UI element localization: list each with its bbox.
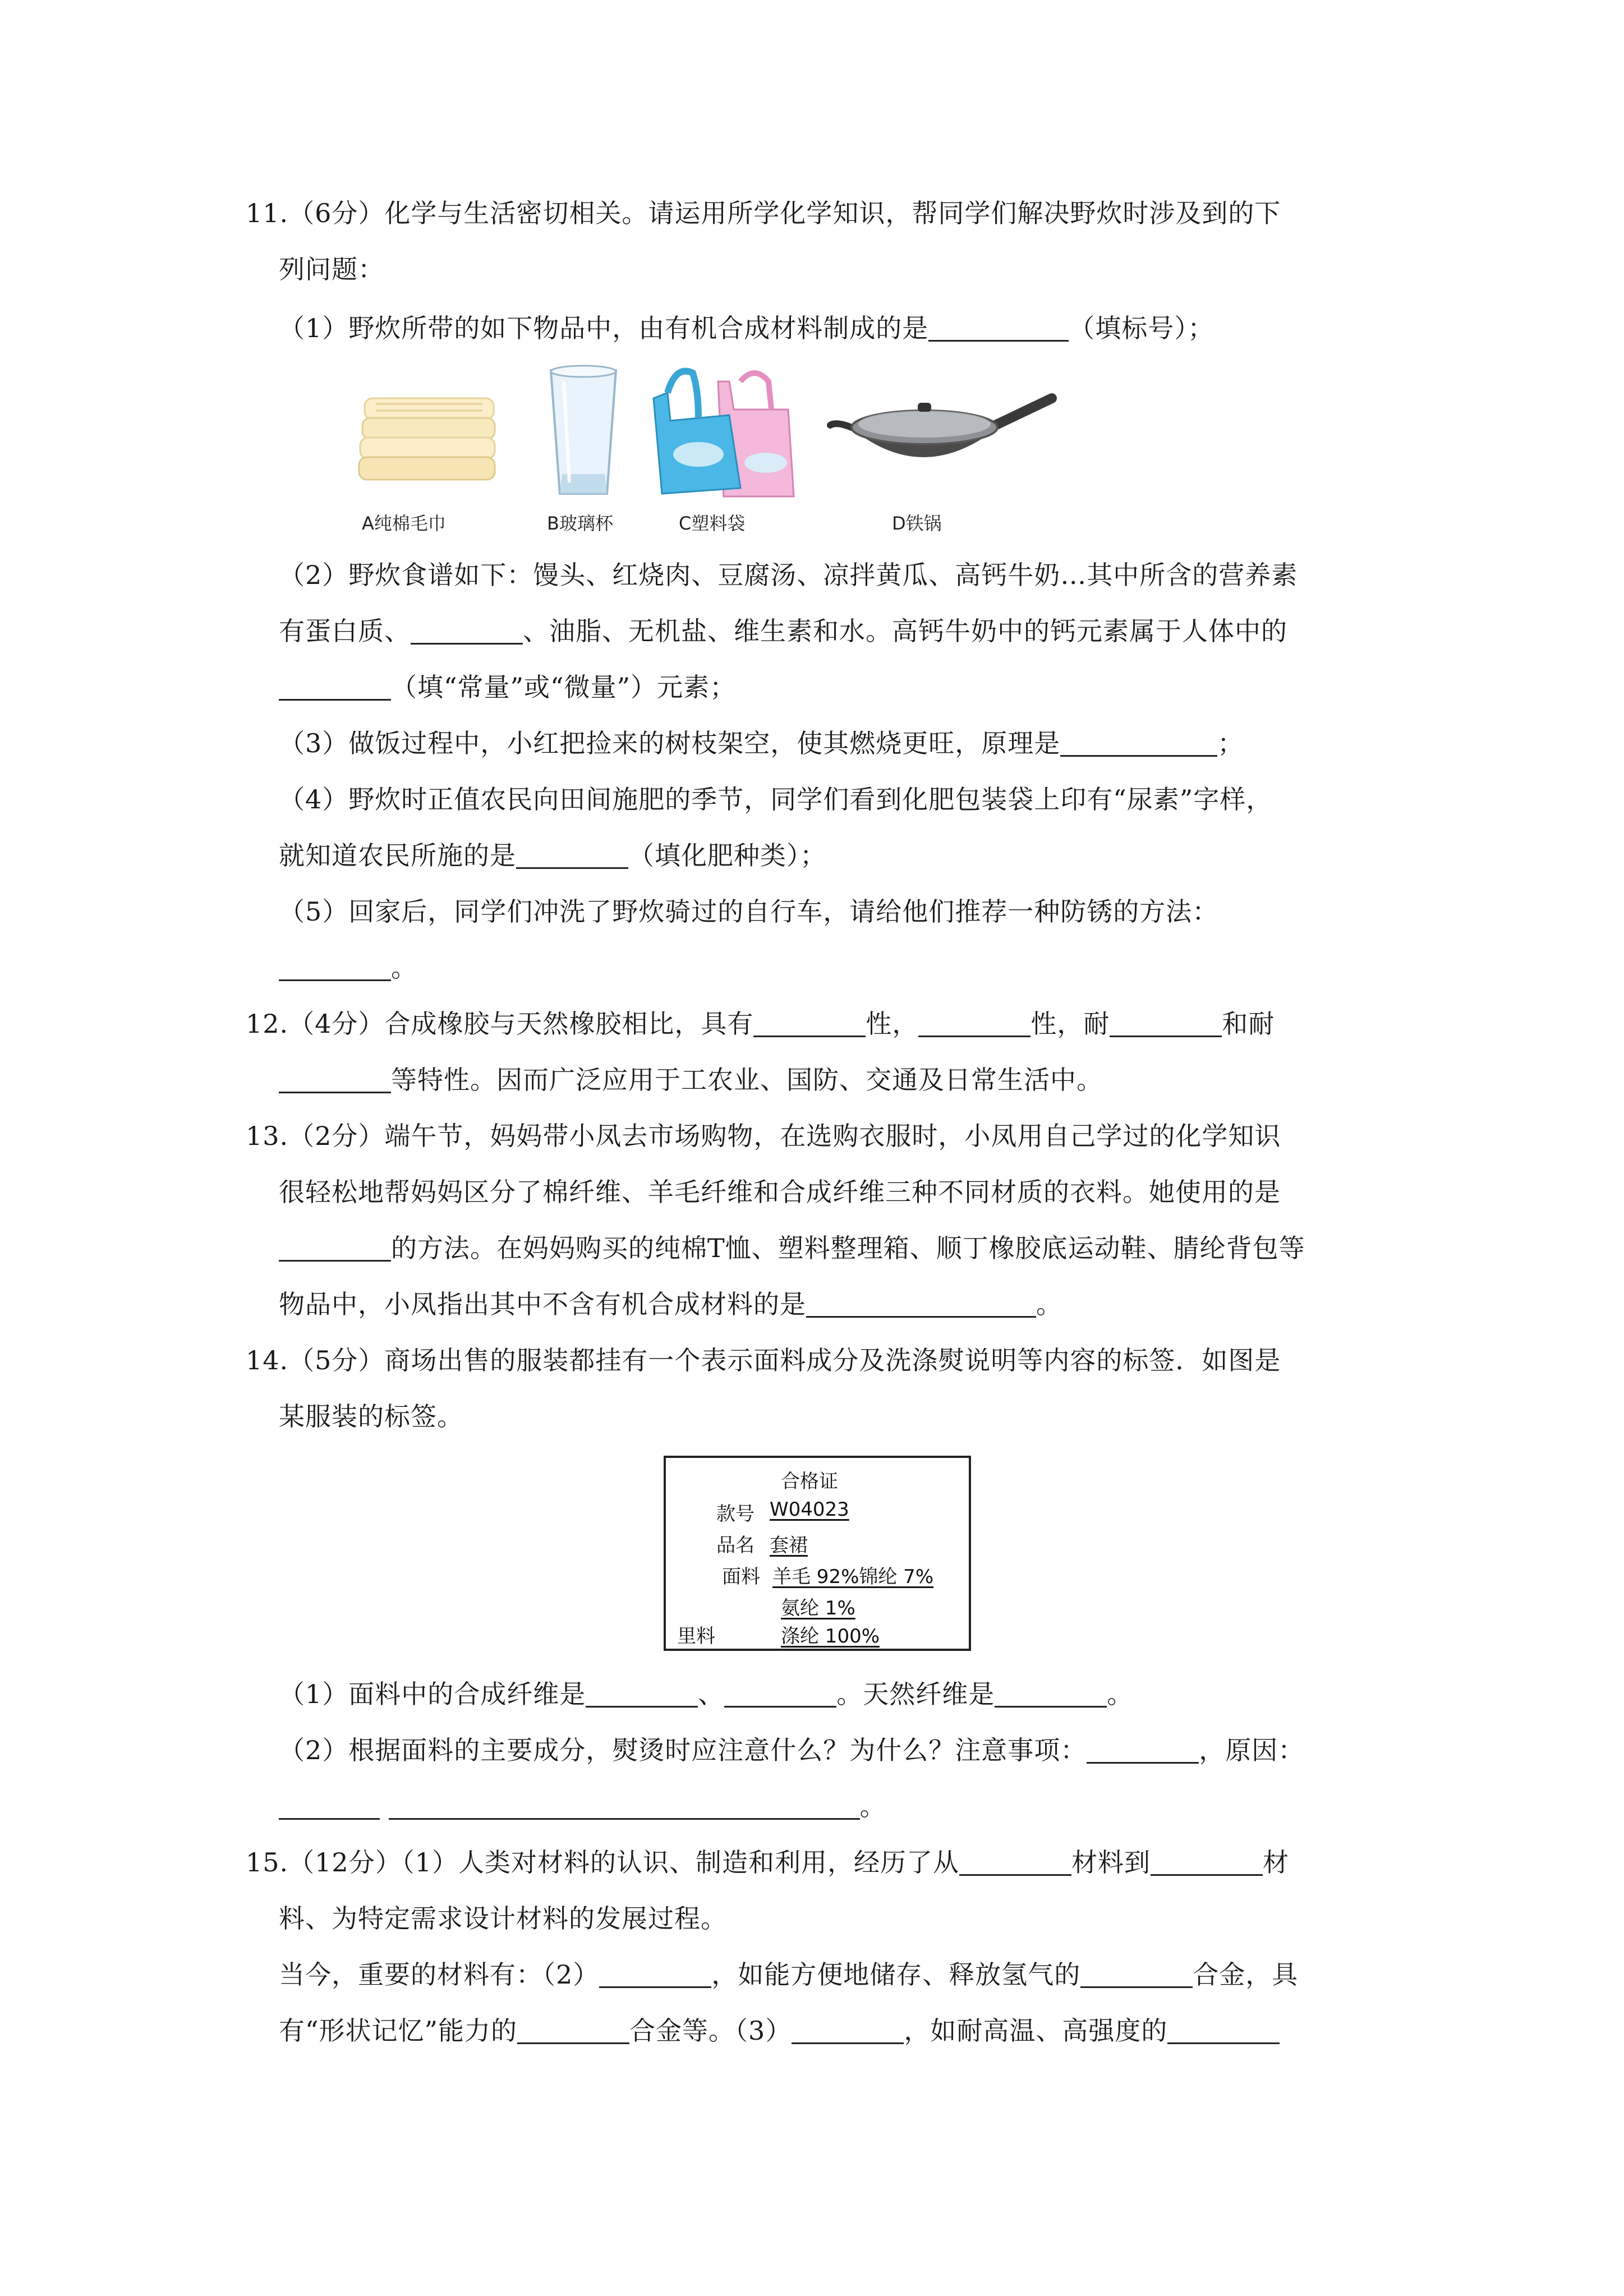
- q14-part1-text-after: 。: [1107, 1679, 1134, 1709]
- q15-line4: [279, 2014, 1280, 2047]
- q12-text-d: 和耐: [1222, 1009, 1275, 1039]
- q11-part4-line2: [279, 839, 826, 872]
- label-style-label: 款号: [716, 1503, 755, 1525]
- q15-line3-text-b: ，如能方便地储存、释放氢气的: [711, 1959, 1081, 1990]
- q11-part2-line2: [279, 614, 1287, 648]
- q14-part1-text: （1）面料中的合成纤维是: [279, 1679, 586, 1709]
- q15-line1-text-c: 材: [1262, 1847, 1289, 1878]
- q11-part3-blank[interactable]: [1060, 729, 1217, 757]
- caption-a: A纯棉毛巾: [362, 513, 446, 534]
- plastic-bag-icon: [645, 359, 802, 505]
- label-name-value: 套裙: [770, 1534, 808, 1557]
- q14-part1-blank3[interactable]: [995, 1680, 1107, 1708]
- label-lining-value: 涤纶 100%: [781, 1625, 880, 1648]
- q11-part2-blank2[interactable]: [279, 673, 391, 701]
- q15-line4-text-a: 有“形状记忆”能力的: [279, 2016, 518, 2046]
- q13-line4-text-after: 。: [1036, 1289, 1062, 1319]
- label-name-label: 品名: [716, 1534, 755, 1557]
- q15-line3-text-a: 当今，重要的材料有：（2）: [279, 1959, 600, 1990]
- caption-c: C塑料袋: [679, 513, 746, 534]
- q12-line2-text: 等特性。因而广泛应用于工农业、国防、交通及日常生活中。: [391, 1065, 1103, 1095]
- q14-part2-text-end: 。: [859, 1791, 886, 1821]
- q12-text-a: 12.（4分）合成橡胶与天然橡胶相比，具有: [246, 1009, 754, 1039]
- q14-line1: 14.（5分）商场出售的服装都挂有一个表示面料成分及洗涤熨说明等内容的标签．如图是: [246, 1345, 1281, 1375]
- q13-line3-text: 的方法。在妈妈购买的纯棉T恤、塑料整理箱、顺丁橡胶底运动鞋、腈纶背包等: [391, 1233, 1305, 1263]
- q14-part2-blank2[interactable]: [279, 1792, 380, 1820]
- q12-blank4[interactable]: [279, 1066, 391, 1093]
- label-fabric-label: 面料: [722, 1566, 760, 1588]
- label-card-title: 合格证: [781, 1470, 838, 1493]
- q13-line4: [279, 1287, 1062, 1321]
- q14-part2-line1: [279, 1733, 1304, 1767]
- q15-line4-text-b: 合金等。（3）: [629, 2016, 792, 2046]
- q14-part2-blank3[interactable]: [389, 1792, 860, 1820]
- q11-part2-line3-text: （填“常量”或“微量”）元素；: [391, 672, 737, 702]
- q13-line3: [279, 1231, 1305, 1265]
- q15-blank6[interactable]: [792, 2017, 904, 2044]
- q11-part3-text-after: ；: [1217, 728, 1244, 758]
- q15-line3: [279, 1958, 1298, 1991]
- q14-part2-text-mid: ，原因：: [1199, 1735, 1305, 1765]
- q12-text-b: 性，: [866, 1009, 919, 1039]
- q11-part5-line1: （5）回家后，同学们冲洗了野炊骑过的自行车，请给他们推荐一种防锈的方法：: [279, 896, 1219, 927]
- q14-part2-text: （2）根据面料的主要成分，熨烫时应注意什么？为什么？注意事项：: [279, 1735, 1087, 1765]
- q13-line4-text: 物品中，小凤指出其中不含有机合成材料的是: [279, 1289, 806, 1319]
- q14-part1-blank2[interactable]: [724, 1680, 836, 1708]
- towel-icon: [353, 359, 499, 505]
- q12-blank1[interactable]: [753, 1010, 866, 1037]
- caption-d: D铁锅: [892, 513, 942, 534]
- q15-blank5[interactable]: [517, 2017, 629, 2044]
- q14-part2-line2: [279, 1789, 886, 1823]
- q11-part1: [279, 311, 1214, 345]
- q11-part2-line2-text: 有蛋白质、: [279, 616, 411, 646]
- q11-part2-line3: [279, 670, 736, 704]
- label-fabric-value1: 羊毛 92%锦纶 7%: [772, 1566, 934, 1588]
- q14-part1-blank1[interactable]: [586, 1680, 698, 1708]
- q15-line3-text-c: 合金，具: [1193, 1959, 1299, 1990]
- label-style-value: W04023: [770, 1498, 849, 1521]
- q15-blank2[interactable]: [1151, 1848, 1263, 1876]
- glass-icon: [539, 359, 628, 505]
- q15-blank7[interactable]: [1167, 2017, 1280, 2044]
- q11-part4-line1: （4）野炊时正值农民向田间施肥的季节，同学们看到化肥包装袋上印有“尿素”字样，: [279, 784, 1273, 815]
- q11-part5-line2: [279, 951, 417, 984]
- q12-line2: [279, 1063, 1103, 1097]
- q11-part4-line2-text-after: （填化肥种类）；: [628, 840, 826, 871]
- q11-part5-line2-text: 。: [391, 953, 417, 983]
- q11-part4-line2-text: 就知道农民所施的是: [279, 840, 516, 871]
- q15-line1-text-a: 15.（12分）（1）人类对材料的认识、制造和利用，经历了从: [246, 1847, 959, 1878]
- q12-blank3[interactable]: [1110, 1010, 1222, 1037]
- q15-line1: [246, 1846, 1289, 1879]
- q11-part5-blank[interactable]: [279, 954, 391, 981]
- label-fabric-value2: 氨纶 1%: [781, 1597, 855, 1619]
- q14-part1-sep: 、: [698, 1679, 725, 1709]
- q11-figure-row: [353, 359, 1083, 550]
- label-lining-label: 里料: [677, 1625, 715, 1648]
- q14-line2: 某服装的标签。: [279, 1401, 463, 1432]
- q13-line1: 13.（2分）端午节，妈妈带小凤去市场购物，在选购衣服时，小凤用自己学过的化学知识: [246, 1121, 1281, 1151]
- q15-line2: 料、为特定需求设计材料的发展过程。: [279, 1903, 727, 1934]
- q14-part1: [279, 1677, 1133, 1711]
- q12-blank2[interactable]: [918, 1010, 1030, 1037]
- q11-part1-blank[interactable]: [928, 314, 1069, 342]
- q13-blank2[interactable]: [806, 1290, 1036, 1318]
- q11-part1-text-after: （填标号）；: [1069, 313, 1214, 343]
- q12-line1: [246, 1007, 1275, 1041]
- q11-stem-line1: 11.（6分）化学与生活密切相关。请运用所学化学知识，帮同学们解决野炊时涉及到的下: [246, 198, 1281, 228]
- q15-blank4[interactable]: [1080, 1961, 1193, 1988]
- q11-part1-text: （1）野炊所带的如下物品中，由有机合成材料制成的是: [279, 313, 929, 343]
- q11-stem-line2: 列问题：: [279, 254, 384, 284]
- q11-part3-text: （3）做饭过程中，小红把捡来的树枝架空，使其燃烧更旺，原理是: [279, 728, 1061, 758]
- q11-part2-line2-text-after: 、油脂、无机盐、维生素和水。高钙牛奶中的钙元素属于人体中的: [523, 616, 1287, 646]
- q14-part1-text-mid: 。天然纤维是: [836, 1679, 995, 1709]
- q13-blank1[interactable]: [279, 1234, 391, 1262]
- q15-line4-text-c: ，如耐高温、高强度的: [904, 2016, 1168, 2046]
- q11-part3: [279, 726, 1244, 760]
- q11-part2-blank1[interactable]: [411, 617, 523, 645]
- caption-b: B玻璃杯: [547, 513, 613, 534]
- q15-line1-text-b: 材料到: [1071, 1847, 1151, 1878]
- q12-text-c: 性，耐: [1030, 1009, 1110, 1039]
- q13-line2: 很轻松地帮妈妈区分了棉纤维、羊毛纤维和合成纤维三种不同材质的衣料。她使用的是: [279, 1177, 1281, 1207]
- q15-blank1[interactable]: [959, 1848, 1071, 1876]
- q15-blank3[interactable]: [599, 1961, 711, 1988]
- garment-label-card: [664, 1456, 971, 1651]
- wok-icon: [825, 359, 1060, 505]
- q11-part2-line1: （2）野炊食谱如下：馒头、红烧肉、豆腐汤、凉拌黄瓜、高钙牛奶…其中所含的营养素: [279, 560, 1298, 590]
- q14-part2-blank1[interactable]: [1087, 1736, 1199, 1764]
- q11-part4-blank[interactable]: [516, 841, 628, 869]
